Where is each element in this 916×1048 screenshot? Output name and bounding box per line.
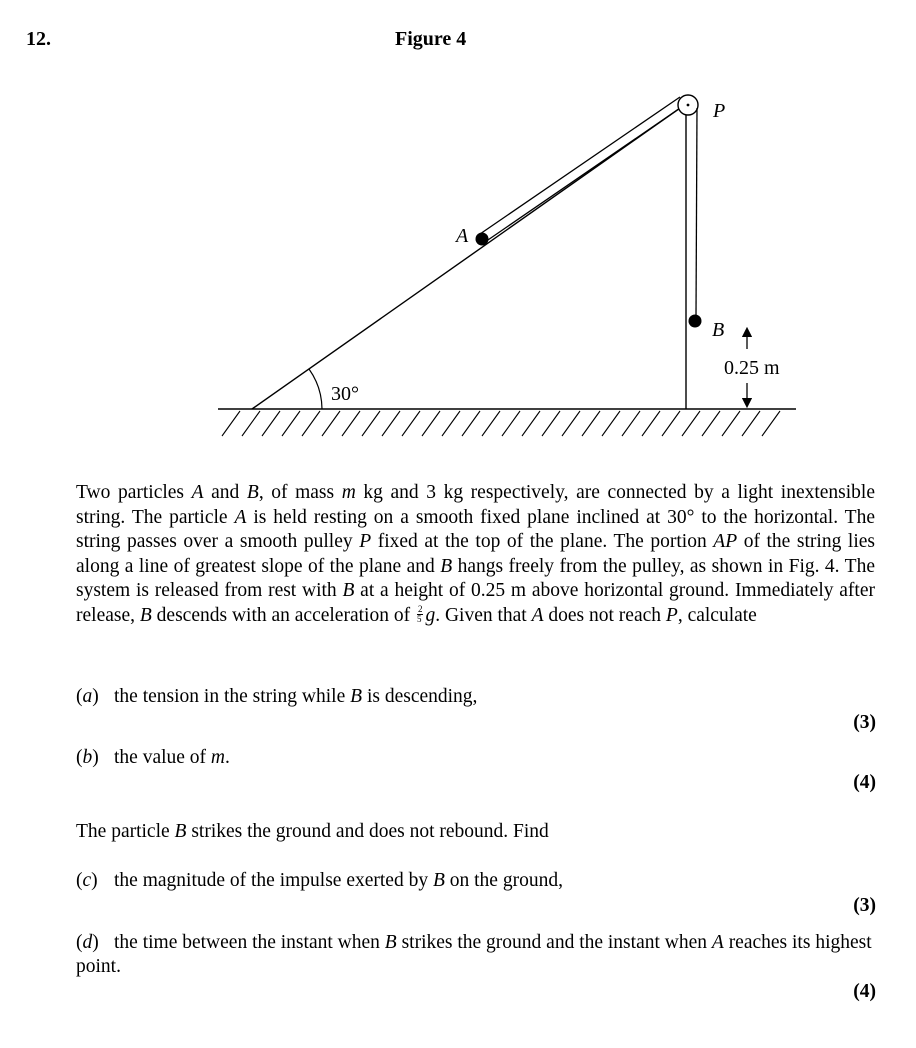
angle-arc xyxy=(309,369,322,409)
string-AP-upper xyxy=(480,97,680,234)
ground-hatching xyxy=(222,411,780,436)
height-label: 0.25 m xyxy=(724,357,780,379)
pulley-axle xyxy=(687,104,690,107)
label-B: B xyxy=(712,319,725,341)
particle-A xyxy=(476,233,489,246)
figure-4-diagram xyxy=(0,0,916,470)
label-P: P xyxy=(713,100,726,122)
particle-B xyxy=(689,315,702,328)
part-c: (c) the magnitude of the impulse exerted by B on the ground, xyxy=(76,870,563,891)
angle-label: 30° xyxy=(331,383,359,405)
inclined-plane xyxy=(252,106,683,409)
marks-a: (3) xyxy=(853,712,876,733)
string-AP-lower xyxy=(485,104,686,242)
marks-d: (4) xyxy=(853,981,876,1002)
part-b: (b) the value of m. xyxy=(76,747,230,768)
fraction-two-fifths: $\frac{2}{5}$ xyxy=(416,604,423,624)
part-a: (a) the tension in the string while B is descending, xyxy=(76,686,478,707)
figure-title: Figure 4 xyxy=(395,28,467,50)
marks-b: (4) xyxy=(853,772,876,793)
question-introduction: Two particles A and B, of mass m kg and 3 kg respectively, are connected by a light inextensible string. The particle A is held resting on a smooth fixed plane inclined at 30° to the horizontal. The string passes over a smooth pulley P fixed at the top of the plane. The portion AP of the string lies along a line of greatest slope of the plane and B hangs freely from the pulley, as shown in Fig. 4. The system is released from rest with B at a height of 0.25 m above horizontal ground. Immediately after release, B descends with an acceleration of $\frac{2}{5}$ g. Given that A does not reach P, calculate xyxy=(76,482,876,626)
part-d: (d) the time between the instant when B strikes the ground and the instant when A reaches its highest point. xyxy=(76,932,872,977)
marks-c: (3) xyxy=(853,895,876,916)
strike-statement: The particle B strikes the ground and does not rebound. Find xyxy=(76,821,549,842)
label-A: A xyxy=(456,225,469,247)
string-PB xyxy=(696,108,697,316)
question-number: 12. xyxy=(26,28,51,50)
